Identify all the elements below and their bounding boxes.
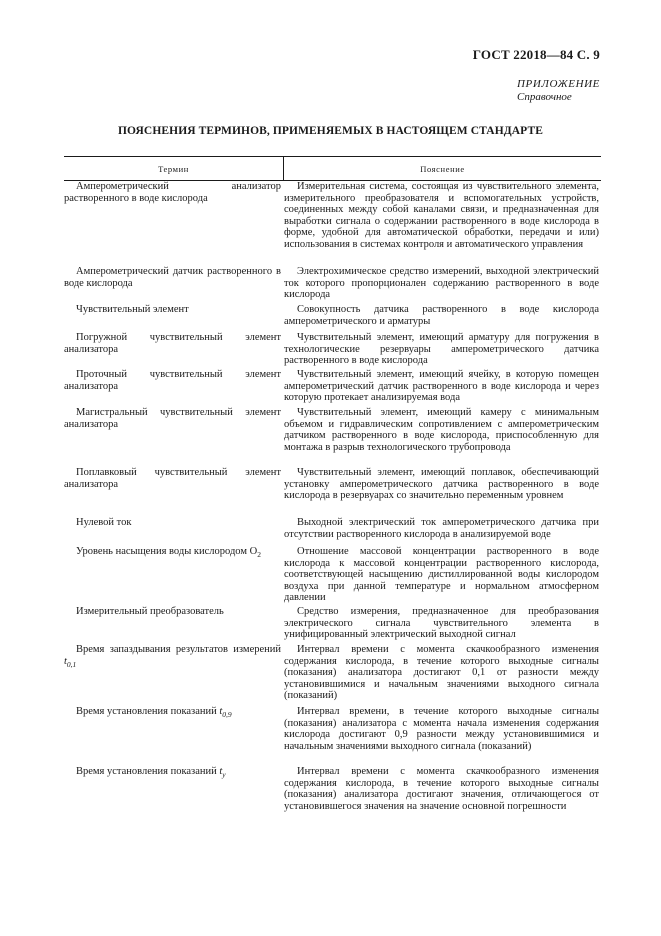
table-top-rule <box>64 156 601 157</box>
explanation-cell: Чувствительный элемент, имеющий камеру с минимальным объемом и гидравлическим сопротивлением с амперометрическим датчиком растворенного в воде кислорода, приспособленную для монтажа в разрыв технологического трубопровода <box>284 407 599 453</box>
explanation-cell: Интервал времени, в течение которого выходные сигналы (показания) анализатора с момента начала изменения содержания кислорода достигают 0,9 разности между установившимися и начальным значениями выходного сигнала (показаний) <box>284 706 599 752</box>
term-text: Время установления показаний <box>76 766 217 777</box>
page-header: ГОСТ 22018—84 С. 9 <box>472 47 600 62</box>
explanation-cell: Чувствительный элемент, имеющий ячейку, в которую помещен амперометрический датчик растворенного в воде кислорода и через которую протекает анализируемая вода <box>284 369 599 404</box>
term-text: Время запаздывания результатов измерений <box>76 644 281 655</box>
column-header-term: Термин <box>158 164 189 174</box>
explanation-cell: Чувствительный элемент, имеющий арматуру для погружения в технологические резервуары амперометрического датчика растворенного в воде кислорода <box>284 332 599 367</box>
term-cell <box>64 546 281 561</box>
explanation-cell: Электрохимическое средство измерений, выходной электрический ток которого пропорционален содержанию растворенного в воде кислорода <box>284 266 599 301</box>
term-cell <box>64 644 281 670</box>
appendix-label <box>517 78 600 104</box>
explanation-cell: Совокупность датчика растворенного в воде кислорода амперометрического и арматуры <box>284 304 599 327</box>
document-title: ПОЯСНЕНИЯ ТЕРМИНОВ, ПРИМЕНЯЕМЫХ В НАСТОЯЩЕМ СТАНДАРТЕ <box>118 125 543 137</box>
term-text: Измерительный преобразователь <box>76 606 224 617</box>
explanation-cell: Интервал времени с момента скачкообразного изменения содержания кислорода, в течение которого выходные сигналы (показания) анализатора достигают 0,1 от разности между установившимися и начальным значениями выходного сигнала (показаний) <box>284 644 599 702</box>
term-cell <box>64 467 281 490</box>
explanation-cell: Измерительная система, состоящая из чувствительного элемента, измерительного преобразователя и вспомогательных устройств, соединенных между собой каналами связи, и предназначенная для выработки сигнала о содержании растворенного в воде кислорода в форме, удобной для автоматической обработки, передачи и или) использования в системах контроля и автоматического управления <box>284 181 599 250</box>
term-cell <box>64 517 281 529</box>
term-cell <box>64 407 281 430</box>
term-cell <box>64 304 281 316</box>
term-text: Чувствительный элемент <box>76 304 189 315</box>
term-symbol: t <box>219 766 223 777</box>
term-cell <box>64 606 281 618</box>
column-header-explanation: Пояснение <box>420 164 465 174</box>
term-text: Магистральный чувствительный элемент анализатора <box>64 407 281 430</box>
term-text: Амперометрический анализатор растворенного в воде кислорода <box>64 181 281 204</box>
term-text: Уровень насыщения воды кислородом <box>76 546 247 557</box>
term-text: Проточный чувствительный элемент анализатора <box>64 369 281 392</box>
appendix-kind: Справочное <box>517 91 572 103</box>
term-text: Амперометрический датчик растворенного в воде кислорода <box>64 266 281 289</box>
term-text: Погружной чувствительный элемент анализатора <box>64 332 281 355</box>
term-symbol: t <box>219 706 223 717</box>
term-cell <box>64 181 281 204</box>
term-symbol-subscript: 2 <box>257 550 261 559</box>
term-symbol-subscript: 0,9 <box>222 710 232 719</box>
term-symbol: t <box>64 655 67 667</box>
term-cell <box>64 766 281 781</box>
term-symbol: O <box>249 546 258 557</box>
term-cell <box>64 266 281 289</box>
explanation-cell: Отношение массовой концентрации растворенного в воде кислорода к массовой концентрации растворенного кислорода, соответствующей насыщению дистиллированной воды кислородом воздуха при данной температуре и нормальном атмосферном давлении <box>284 546 599 604</box>
term-text: Время установления показаний <box>76 706 217 717</box>
term-text: Нулевой ток <box>76 517 132 528</box>
term-symbol-subscript: 0,1 <box>66 659 77 669</box>
explanation-cell: Интервал времени с момента скачкообразного изменения содержания кислорода, в течение которого выходные сигналы (показания) анализатора достигают значения, отличающегося от установившегося значения на значение основной погрешности <box>284 766 599 812</box>
term-cell <box>64 706 281 721</box>
explanation-cell: Выходной электрический ток амперометрического датчика при отсутствии растворенного кислорода в анализируемой воде <box>284 517 599 540</box>
term-text: Поплавковый чувствительный элемент анализатора <box>64 467 281 490</box>
term-cell <box>64 332 281 355</box>
explanation-cell: Средство измерения, предназначенное для преобразования электрического сигнала чувствительного элемента в унифицированный электрический выходной сигнал <box>284 606 599 641</box>
explanation-cell: Чувствительный элемент, имеющий поплавок, обеспечивающий установку амперометрического датчика растворенного в воде кислорода в резервуарах со значительно переменным уровнем <box>284 467 599 502</box>
term-symbol-subscript: у <box>222 770 226 779</box>
appendix-title: ПРИЛОЖЕНИЕ <box>517 78 600 90</box>
term-cell <box>64 369 281 392</box>
